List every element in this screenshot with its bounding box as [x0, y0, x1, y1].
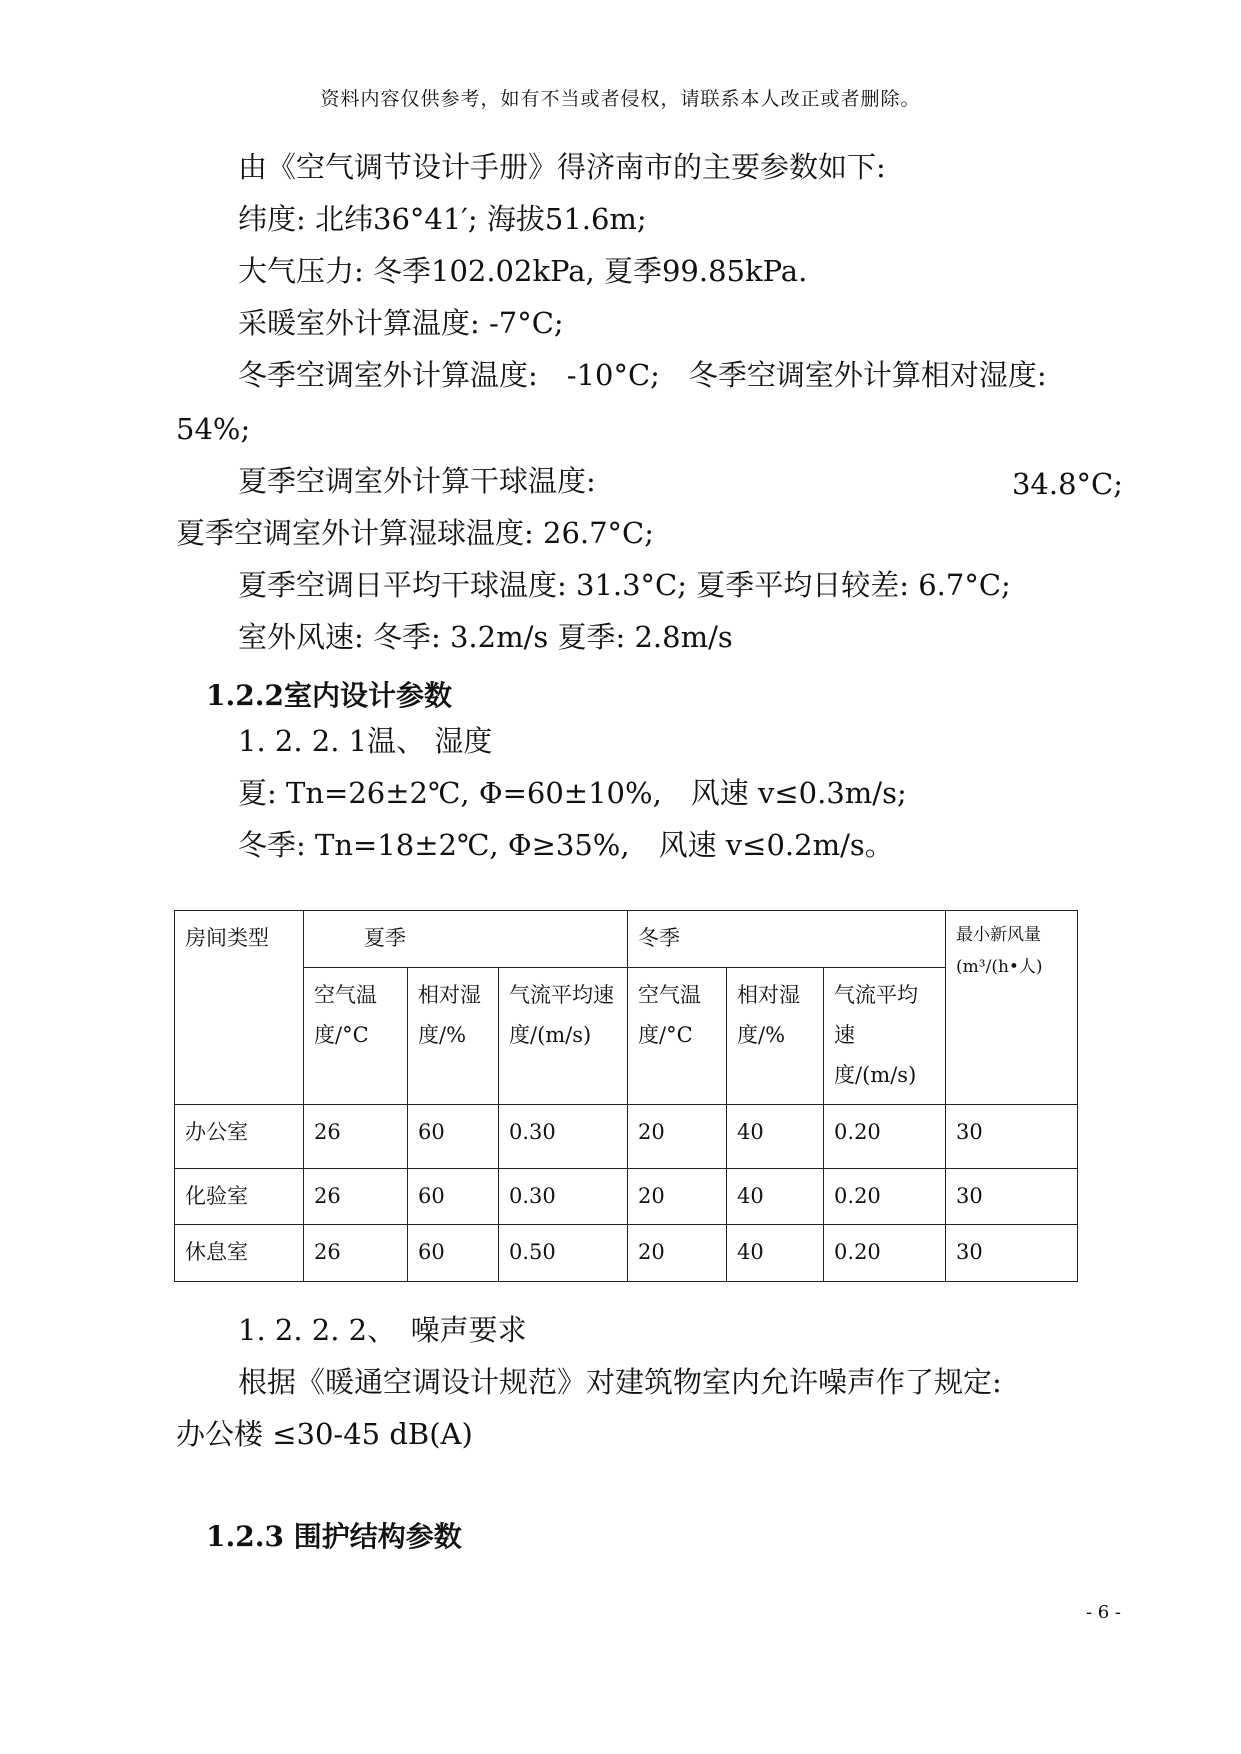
table-subheader-row [175, 967, 1078, 1104]
text-line-heating-temp: 采暖室外计算温度: -7°C; [238, 306, 564, 340]
table-cell: 30 [946, 1168, 1078, 1225]
table-header-fresh-air: 最小新风量(m³/(h•人) [946, 911, 1078, 1105]
table-cell: 办公室 [175, 1104, 304, 1168]
table-cell: 40 [727, 1104, 824, 1168]
table-cell: 26 [304, 1104, 408, 1168]
text-line-wind-speed: 室外风速: 冬季: 3.2m/s 夏季: 2.8m/s [238, 620, 733, 654]
section-heading-indoor-params: 1.2.2室内设计参数 [206, 679, 452, 712]
text-line-summer-dry-bulb: 夏季空调室外计算干球温度: [238, 464, 596, 498]
table-cell: 30 [946, 1225, 1078, 1282]
table-row [175, 1168, 1078, 1225]
table-header-winter: 冬季 [628, 911, 946, 968]
table-subheader-summer-humidity: 相对湿度/% [408, 967, 499, 1104]
table-header-row [175, 911, 1078, 968]
text-line-summer-indoor: 夏: Tn=26±2℃, Φ=60±10%, 风速 v≤0.3m/s; [238, 776, 907, 810]
page-number: - 6 - [1085, 1602, 1121, 1623]
section-heading-envelope: 1.2.3 围护结构参数 [206, 1520, 462, 1553]
text-line-winter-ac: 冬季空调室外计算温度: -10°C; 冬季空调室外计算相对湿度: [238, 358, 1047, 392]
table-cell: 休息室 [175, 1225, 304, 1282]
table-cell: 20 [628, 1168, 727, 1225]
table-cell: 0.20 [824, 1225, 946, 1282]
subsection-noise: 1. 2. 2. 2、 噪声要求 [238, 1313, 527, 1347]
table-cell: 40 [727, 1225, 824, 1282]
table-cell: 26 [304, 1225, 408, 1282]
table-cell: 40 [727, 1168, 824, 1225]
text-line-pressure: 大气压力: 冬季102.02kPa, 夏季99.85kPa. [238, 254, 808, 288]
table-row [175, 1104, 1078, 1168]
text-line-intro: 由《空气调节设计手册》得济南市的主要参数如下: [238, 150, 886, 184]
text-line-latitude: 纬度: 北纬36°41′; 海拔51.6m; [238, 202, 647, 236]
indoor-params-table [174, 910, 1078, 1282]
subsection-temp-humidity: 1. 2. 2. 1温、 湿度 [238, 724, 493, 758]
text-line-noise-spec: 根据《暖通空调设计规范》对建筑物室内允许噪声作了规定: [238, 1365, 1002, 1399]
table-cell: 化验室 [175, 1168, 304, 1225]
page-header-disclaimer: 资料内容仅供参考，如有不当或者侵权，请联系本人改正或者删除。 [320, 88, 921, 110]
table-cell: 60 [408, 1104, 499, 1168]
table-cell: 20 [628, 1225, 727, 1282]
table-cell: 0.30 [499, 1104, 628, 1168]
table-cell: 60 [408, 1168, 499, 1225]
table-cell: 60 [408, 1225, 499, 1282]
text-line-summer-daily-avg: 夏季空调日平均干球温度: 31.3°C; 夏季平均日较差: 6.7°C; [238, 568, 1011, 602]
table-cell: 0.30 [499, 1168, 628, 1225]
table-cell: 0.20 [824, 1104, 946, 1168]
table-cell: 26 [304, 1168, 408, 1225]
table-cell: 20 [628, 1104, 727, 1168]
text-line-office-noise: 办公楼 ≤30-45 dB(A) [176, 1417, 473, 1451]
table-subheader-summer-temp: 空气温度/°C [304, 967, 408, 1104]
table-subheader-winter-humidity: 相对湿度/% [727, 967, 824, 1104]
table-cell: 30 [946, 1104, 1078, 1168]
text-value-summer-dry-bulb: 34.8°C; [1011, 467, 1123, 501]
table-cell: 0.50 [499, 1225, 628, 1282]
text-line-winter-humidity: 54%; [176, 412, 251, 446]
text-line-summer-wet-bulb: 夏季空调室外计算湿球温度: 26.7°C; [176, 516, 655, 550]
table-cell: 0.20 [824, 1168, 946, 1225]
table-subheader-winter-speed: 气流平均速度/(m/s) [824, 967, 946, 1104]
table-subheader-winter-temp: 空气温度/°C [628, 967, 727, 1104]
table-row [175, 1225, 1078, 1282]
table-header-summer: 夏季 [304, 911, 628, 968]
text-line-winter-indoor: 冬季: Tn=18±2℃, Φ≥35%, 风速 v≤0.2m/s。 [238, 828, 894, 862]
table-subheader-summer-speed: 气流平均速度/(m/s) [499, 967, 628, 1104]
table-header-room-type: 房间类型 [175, 911, 304, 1105]
